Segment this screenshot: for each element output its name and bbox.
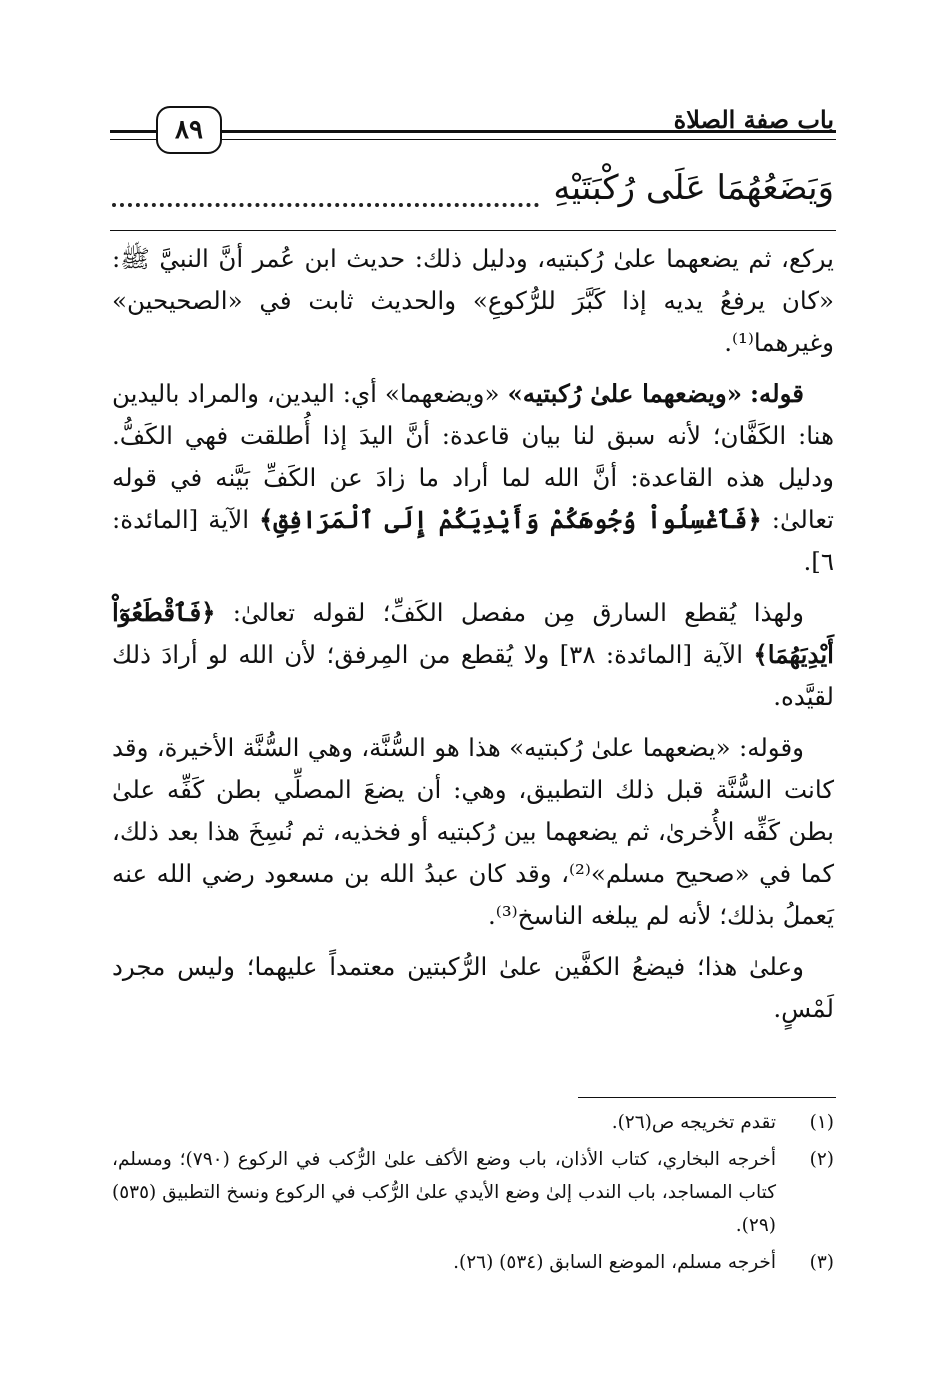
footnote — [112, 1143, 834, 1242]
paragraph-4: وقوله: «يضعهما علىٰ رُكبتيه» هذا هو السُّنَّة، وهي السُّنَّة الأخيرة، وقد كانت السُّنَّة قبل ذلك التطبيق، وهي: أن يضعَ المصلِّي بطن كَفِّه علىٰ بطن كَفِّه الأُخرىٰ، ثم يضعهما بين رُكبتيه أو فخذيه، ثم نُسِخَ هذا بعد ذلك، كما في «صحيح مسلم»⁽²⁾، وقد كان عبدُ الله بن مسعود رضي الله عنه يَعملُ بذلك؛ لأنه لم يبلغه الناسخ⁽³⁾. — [112, 733, 835, 930]
paragraph-3-text-a: ولهذا يُقطع السارق مِن مفصل الكَفِّ؛ لقوله تعالىٰ: — [215, 598, 804, 627]
matn-quote: «ويضعهما علىٰ رُكبتيه» — [507, 379, 743, 408]
commentary-body — [112, 238, 834, 1039]
paragraph-2-text-b: الآية [المائدة: ٦]. — [112, 505, 834, 576]
paragraph-2-text-a: «ويضعهما» أي: اليدين، والمراد باليدين هنا: الكَفَّان؛ لأنه سبق لنا بيان قاعدة: أنَّ اليدَ إذا أُطلقت فهي الكَفُّ. ودليل هذه القاعدة: أنَّ الله لما أراد ما زادَ عن الكَفِّ بَيَّنه في قوله تعالىٰ: — [112, 379, 834, 534]
quran-verse-maidah-6: ﴿فَٱغْسِلُواْ وُجُوهَكُمْ وَأَيْدِيَكُمْ إِلَى ٱلْمَرَافِقِ﴾ — [259, 505, 762, 534]
footnote-number: (٣) — [809, 1252, 834, 1273]
header-rule-left — [110, 130, 156, 140]
qawluh-label: قوله: — [750, 379, 805, 408]
paragraph-3 — [112, 592, 834, 718]
footnote — [112, 1106, 834, 1139]
matn-dotted-leader — [112, 183, 539, 207]
paragraph-5: وعلىٰ هذا؛ فيضعُ الكفَّين علىٰ الرُّكبتين معتمداً عليهما؛ وليس مجرد لَمْسٍ. — [112, 952, 834, 1023]
paragraph-3-text-b: الآية [المائدة: ٣٨] ولا يُقطع من المِرفق؛ لأن الله لو أرادَ ذلك لقيَّده. — [112, 640, 834, 711]
footnote-number: (٢) — [809, 1149, 834, 1170]
footnote-separator — [578, 1097, 836, 1098]
matn-text: وَيَضَعُهُمَا عَلَى رُكْبَتَيْهِ — [553, 168, 834, 208]
footnote-number: (١) — [809, 1112, 834, 1133]
paragraph-2 — [112, 373, 834, 583]
footnote-text: أخرجه البخاري، كتاب الأذان، باب وضع الأكف علىٰ الرُّكب في الركوع (٧٩٠)؛ ومسلم، كتاب المساجد، باب الندب إلىٰ وضع الأيدي علىٰ الرُّكب في الركوع ونسخ التطبيق (٥٣٥) (٢٩). — [112, 1149, 777, 1236]
footnote — [112, 1246, 834, 1279]
page-number: ٨٩ — [156, 106, 222, 154]
header-rule-right — [222, 130, 836, 140]
paragraph-1: يركع، ثم يضعهما علىٰ رُكبتيه، ودليل ذلك: حديث ابن عُمر أنَّ النبيَّ ﷺ: «كان يرفعُ يديه إذا كَبَّرَ للرُّكوعِ» والحديث ثابت في «الصحيحين» وغيرهما⁽¹⁾. — [112, 244, 834, 357]
running-title: باب صفة الصلاة — [673, 105, 834, 134]
matn-rule — [110, 230, 836, 231]
footnote-text: تقدم تخريجه ص(٢٦). — [611, 1112, 776, 1133]
footnote-text: أخرجه مسلم، الموضع السابق (٥٣٤) (٢٦). — [453, 1252, 776, 1273]
footnotes — [112, 1106, 834, 1283]
matn-line — [112, 162, 834, 214]
quran-verse-maidah-38: ﴿فَٱقْطَعُوٓاْ أَيْدِيَهُمَا﴾ — [112, 598, 834, 669]
